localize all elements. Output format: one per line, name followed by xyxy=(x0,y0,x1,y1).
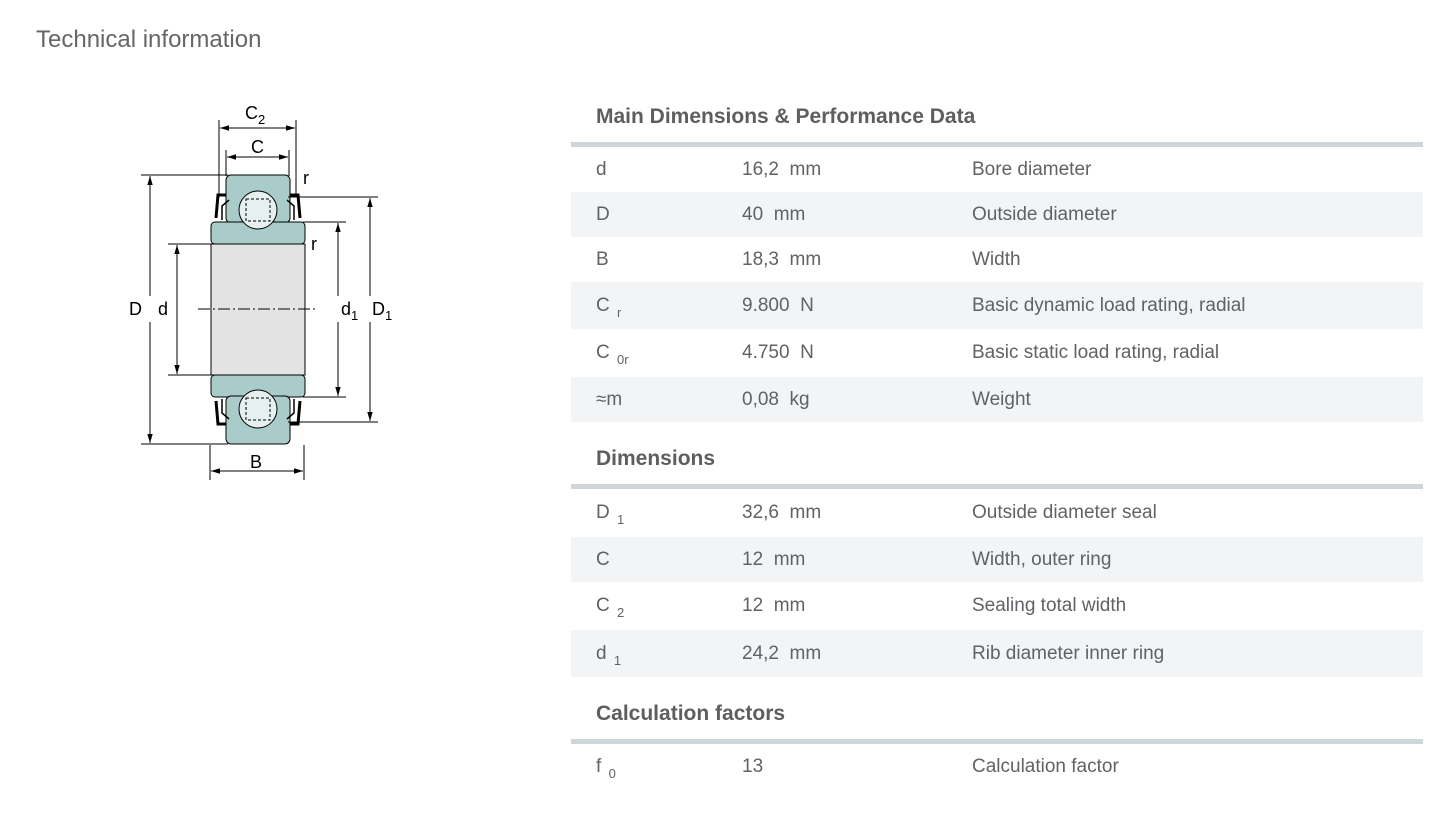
label-B: B xyxy=(250,452,263,472)
description-cell: Rib diameter inner ring xyxy=(972,642,1165,664)
section-title: Calculation factors xyxy=(571,697,1423,744)
symbol-cell: d $_1$ xyxy=(596,642,622,668)
table-row xyxy=(571,630,1423,677)
value-cell: 12 mm xyxy=(742,595,806,616)
label-r-top: r xyxy=(303,168,309,188)
description-cell: Outside diameter seal xyxy=(972,502,1157,523)
section-main-dimensions xyxy=(571,100,1423,422)
value-cell: 24,2 mm xyxy=(742,642,822,664)
label-d1: $d_1$ xyxy=(341,299,359,323)
symbol-cell: D $_1$ xyxy=(596,502,625,527)
table-row xyxy=(571,377,1423,422)
symbol-cell: C $_r$ xyxy=(596,294,622,320)
description-cell: Outside diameter xyxy=(972,203,1117,225)
table-row xyxy=(571,147,1423,192)
value-cell: 0,08 kg xyxy=(742,388,810,410)
table-row xyxy=(571,537,1423,582)
description-cell: Basic static load rating, radial xyxy=(972,342,1220,363)
description-cell: Calculation factor xyxy=(972,755,1119,777)
value-cell: 16,2 mm xyxy=(742,158,822,180)
symbol-cell: C $_{0r}$ xyxy=(596,342,629,367)
page-title: Technical information xyxy=(36,26,262,53)
symbol-cell: d xyxy=(596,158,607,180)
symbol-cell: C xyxy=(596,548,610,570)
section-calculation-factors xyxy=(571,697,1423,789)
value-cell: 40 mm xyxy=(742,203,806,225)
symbol-cell: B xyxy=(596,248,609,270)
symbol-cell: C $_2$ xyxy=(596,595,625,620)
section-dimensions xyxy=(571,442,1423,677)
value-cell: 9.800 N xyxy=(742,294,814,316)
table-row xyxy=(571,744,1423,789)
description-cell: Sealing total width xyxy=(972,595,1127,616)
section-title: Main Dimensions & Performance Data xyxy=(571,100,1423,147)
table-row xyxy=(571,582,1423,630)
symbol-cell: ≈m xyxy=(596,388,623,410)
value-cell: 13 xyxy=(742,755,764,777)
label-r-mid: r xyxy=(311,234,317,254)
value-cell: 32,6 mm xyxy=(742,502,822,523)
value-cell: 4.750 N xyxy=(742,342,814,363)
value-cell: 12 mm xyxy=(742,548,806,570)
table-rows xyxy=(571,147,1423,422)
symbol-cell: f $_0$ xyxy=(596,755,616,781)
description-cell: Basic dynamic load rating, radial xyxy=(972,294,1246,316)
table-row xyxy=(571,489,1423,537)
label-d: d xyxy=(158,299,169,319)
label-c: C xyxy=(251,137,264,157)
table-row xyxy=(571,329,1423,377)
table-rows xyxy=(571,744,1423,789)
symbol-cell: D xyxy=(596,203,610,225)
table-row xyxy=(571,192,1423,237)
label-D1: $D_1$ xyxy=(372,299,393,323)
label-c2: $C_2$ xyxy=(245,103,266,127)
value-cell: 18,3 mm xyxy=(742,248,822,270)
label-D: D xyxy=(129,299,142,319)
description-cell: Bore diameter xyxy=(972,158,1092,180)
section-title: Dimensions xyxy=(571,442,1423,489)
description-cell: Weight xyxy=(972,388,1031,410)
table-row xyxy=(571,282,1423,329)
technical-tables xyxy=(571,100,1423,789)
description-cell: Width xyxy=(972,248,1021,270)
table-row xyxy=(571,237,1423,282)
description-cell: Width, outer ring xyxy=(972,548,1112,570)
bearing-drawing xyxy=(100,95,420,495)
table-rows xyxy=(571,489,1423,677)
